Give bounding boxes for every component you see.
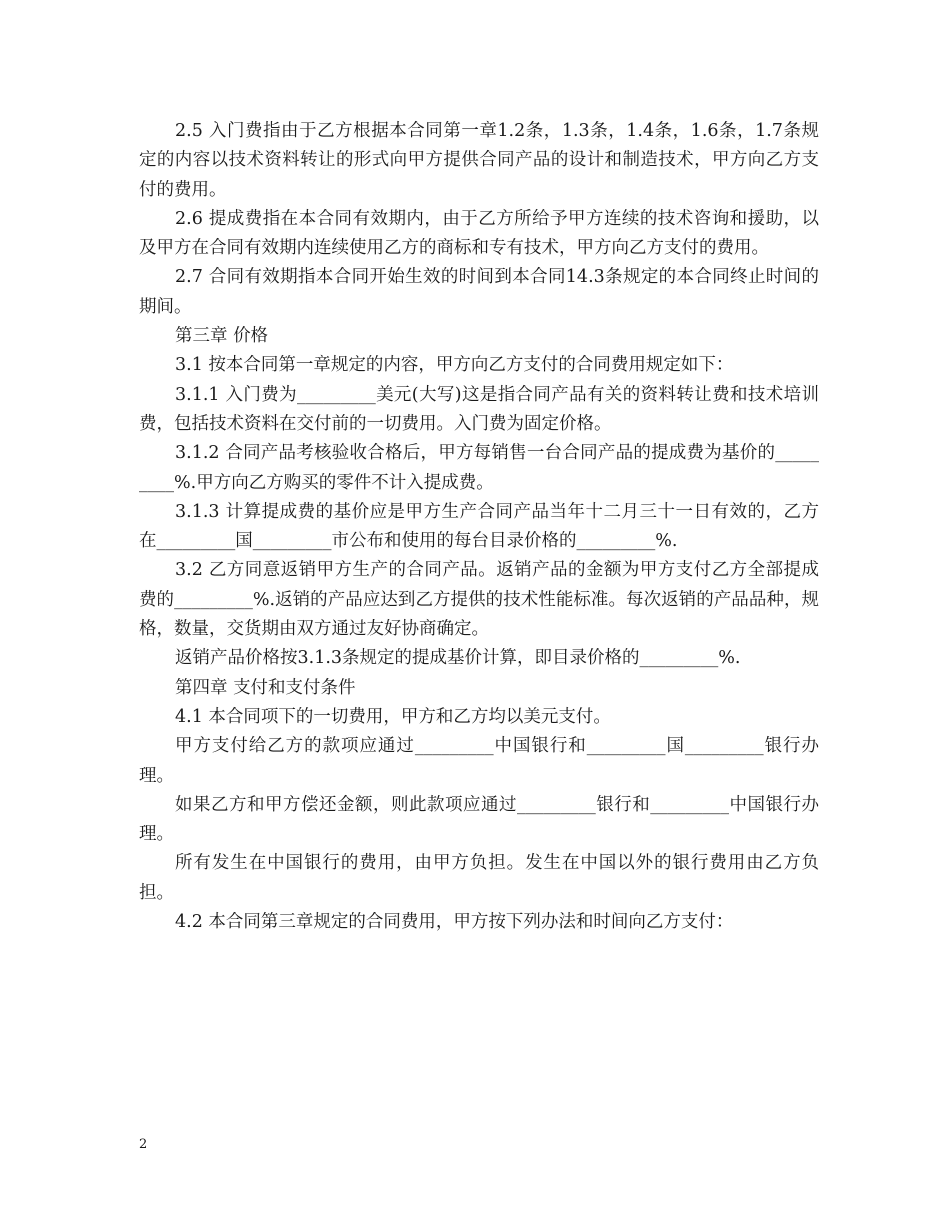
paragraph-buyback-price: 返销产品价格按3.1.3条规定的提成基价计算，即目录价格的_________%.	[175, 648, 741, 669]
paragraph-4-2: 4.2 本合同第三章规定的合同费用，甲方按下列办法和时间向乙方支付：	[175, 912, 734, 933]
document-body	[139, 117, 819, 937]
paragraph-3-1: 3.1 按本合同第一章规定的内容，甲方向乙方支付的合同费用规定如下：	[175, 355, 734, 376]
paragraph-3-1-1: 3.1.1 入门费为_________美元(大写)这是指合同产品有关的资料转让费和技术培训费，包括技术资料在交付前的一切费用。入门费为固定价格。	[139, 384, 819, 434]
paragraph-3-1-2: 3.1.2 合同产品考核验收合格后，甲方每销售一台合同产品的提成费为基价的_________%.甲方向乙方购买的零件不计入提成费。	[139, 443, 819, 493]
paragraph-2-7: 2.7 合同有效期指本合同开始生效的时间到本合同14.3条规定的本合同终止时间的期间。	[139, 267, 819, 317]
paragraph-2-5: 2.5 入门费指由于乙方根据本合同第一章1.2条，1.3条，1.4条，1.6条，1.7条规定的内容以技术资料转让的形式向甲方提供合同产品的设计和制造技术，甲方向乙方支付的费用。	[139, 121, 819, 200]
page-number: 2	[139, 1137, 148, 1152]
paragraph-bank-fees: 所有发生在中国银行的费用，由甲方负担。发生在中国以外的银行费用由乙方负担。	[139, 853, 819, 903]
paragraph-payment-bank: 甲方支付给乙方的款项应通过_________中国银行和_________国_________银行办理。	[139, 736, 819, 786]
chapter-4-heading: 第四章 支付和支付条件	[175, 677, 356, 698]
paragraph-4-1: 4.1 本合同项下的一切费用，甲方和乙方均以美元支付。	[175, 706, 611, 727]
chapter-3-heading: 第三章 价格	[175, 326, 269, 347]
paragraph-3-2: 3.2 乙方同意返销甲方生产的合同产品。返销产品的金额为甲方支付乙方全部提成费的_________%.返销的产品应达到乙方提供的技术性能标准。每次返销的产品品种，规格，数量，交货期由双方通过友好协商确定。	[139, 560, 819, 640]
paragraph-3-1-3: 3.1.3 计算提成费的基价应是甲方生产合同产品当年十二月三十一日有效的，乙方在_________国_________市公布和使用的每台目录价格的_________%.	[139, 501, 819, 552]
paragraph-2-6: 2.6 提成费指在本合同有效期内，由于乙方所给予甲方连续的技术咨询和援助，以及甲方在合同有效期内连续使用乙方的商标和专有技术，甲方向乙方支付的费用。	[139, 208, 819, 259]
paragraph-repayment-bank: 如果乙方和甲方偿还金额，则此款项应通过_________银行和_________中国银行办理。	[139, 794, 819, 845]
